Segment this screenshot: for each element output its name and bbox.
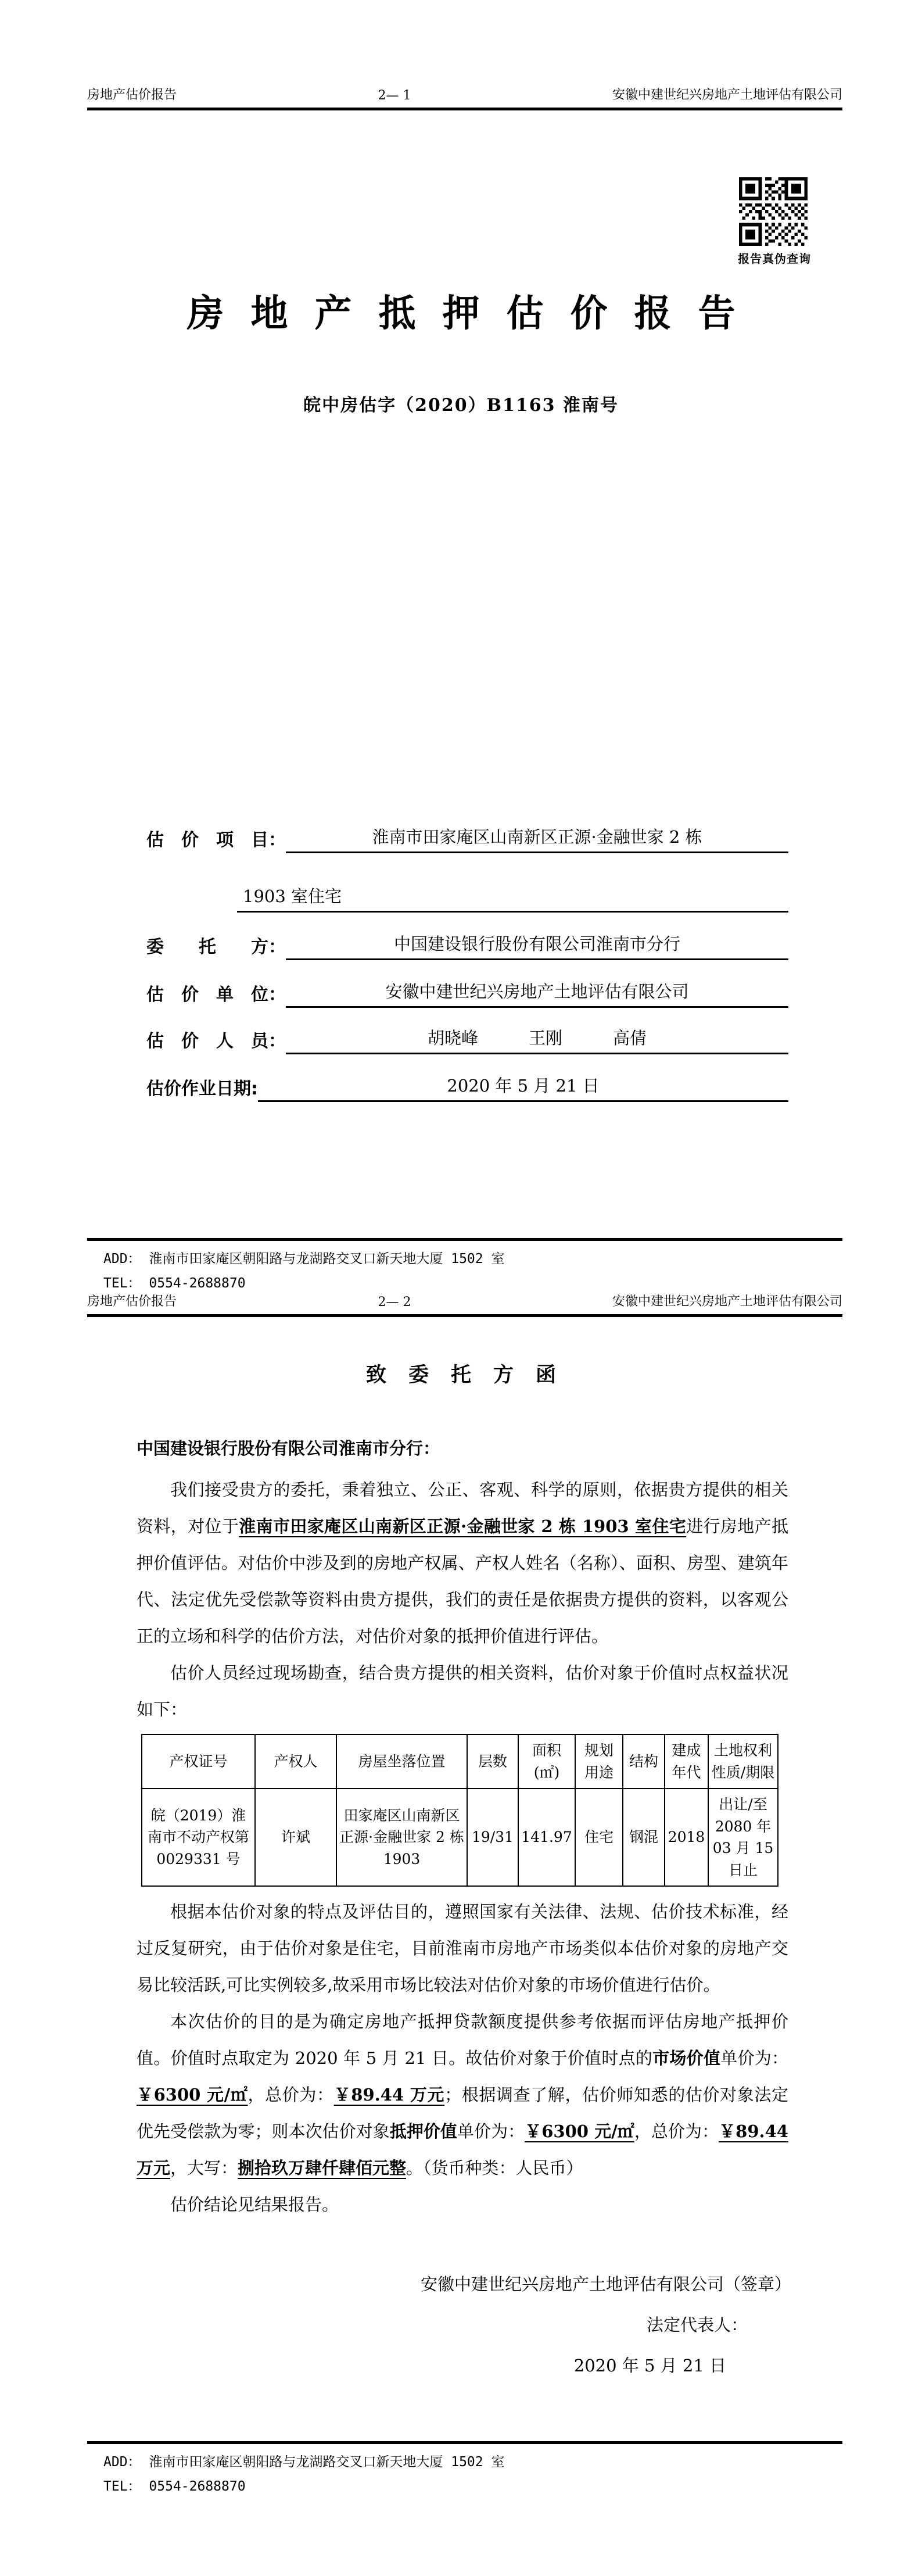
header-doc-type: 房地产估价报告 [87,88,177,102]
cell-year-built: 2018 [665,1788,708,1886]
col-header-land-rights: 土地权利性质/期限 [708,1734,778,1788]
letter-title: 致委托方函 [365,1364,578,1387]
staff-value: 胡晓峰 王刚 高倩 [286,1025,788,1054]
p4-text: 本次估价的目的是为确定房地产抵押贷款额度提供参考依据而评估房地产抵押价值。价值时点取定为 2020 年 5 月 21 日。故估价对象于价值时点的 [137,2012,788,2068]
cell-floor: 19/31 [467,1788,518,1886]
p4-amount-in-words: 捌拾玖万肆仟肆佰元整 [238,2158,407,2178]
header-company-name: 安徽中建世纪兴房地产土地评估有限公司 [612,1294,842,1309]
cell-structure: 钢混 [623,1788,665,1886]
form-row-date [146,1069,788,1102]
cell-land-rights: 出让/至 2080 年 03 月 15 日止 [708,1788,778,1886]
col-header-certificate-no: 产权证号 [142,1734,255,1788]
project-value-line2: 1903 室住宅 [237,883,788,913]
form-row-project [146,821,788,853]
p4-text: 单价为： [720,2048,788,2068]
page2-footer [87,2441,842,2499]
p4-text: ，大写： [170,2158,238,2178]
cell-planned-use: 住宅 [575,1788,623,1886]
agency-label: 估 价 单 位： [146,985,286,1005]
qr-verification-block [738,177,809,266]
qr-caption: 报告真伪查询 [738,252,811,266]
col-header-structure: 结构 [623,1734,665,1788]
signature-date: 2020 年 5 月 21 日 [573,2356,726,2375]
page2-header [87,1291,842,1317]
p1-text: 进行房地产抵押价值评估。对估价中涉及到的房地产权属、产权人姓名（名称）、面积、房型、建筑年代、法定优先受偿款等资料由贵方提供，我们的责任是依据贵方提供的资料，以客观公正的立场和科学的估价方法，对估价对象的抵押价值进行评估。 [137,1516,788,1646]
cell-owner: 许斌 [255,1788,336,1886]
property-rights-table [141,1734,779,1887]
p4-text: ，总价为： [247,2085,334,2105]
letter-body [137,1472,788,2223]
p1-text: 我们接受贵方的委托，秉着独立、公正、客观、科学的原则，依据贵方提供的相关资料，对位于 [137,1480,788,1536]
letter-paragraph-3: 根据本估价对象的特点及评估目的，遵照国家有关法律、法规、估价技术标准，经过反复研究，由于估价对象是住宅，目前淮南市房地产市场类似本估价对象的房地产交易比较活跃,可比实例较多,故采用市场比较法对估价对象的市场价值进行估价。 [137,1902,788,1995]
form-row-client [146,928,788,960]
cell-location: 田家庵区山南新区正源·金融世家 2 栋 1903 [336,1788,467,1886]
footer-telephone: TEL： 0554-2688870 [103,2479,246,2494]
report-doc-number: 皖中房估字（2020）B1163 淮南号 [303,395,619,416]
col-header-location: 房屋坐落位置 [336,1734,467,1788]
col-header-floor: 层数 [467,1734,518,1788]
qr-code-icon [739,177,808,246]
p1-property-name: 淮南市田家庵区山南新区正源·金融世家 2 栋 1903 室住宅 [239,1516,687,1536]
footer-address: ADD： 淮南市田家庵区朝阳路与龙湖路交叉口新天地大厦 1502 室 [103,1251,505,1266]
work-date-value: 2020 年 5 月 21 日 [258,1073,788,1102]
footer-telephone: TEL： 0554-2688870 [103,1276,246,1291]
header-doc-type: 房地产估价报告 [87,1294,177,1309]
p4-mortgage-value-term: 抵押价值 [389,2121,457,2141]
form-row-project-line2 [237,880,788,913]
p4-mortgage-unit-price: ￥6300 元/㎡ [525,2121,634,2141]
col-header-owner: 产权人 [255,1734,336,1788]
page1-header [87,85,842,110]
form-row-agency [146,975,788,1008]
table-data-row [142,1788,778,1886]
project-label: 估 价 项 目： [146,830,286,850]
client-label: 委 托 方： [146,937,286,957]
report-main-title: 房地产抵押估价报告 [186,292,762,335]
letter-addressee: 中国建设银行股份有限公司淮南市分行： [137,1439,440,1458]
form-row-staff [146,1022,788,1054]
table-header-row [142,1734,778,1788]
page1-footer [87,1238,842,1296]
staff-label: 估 价 人 员： [146,1031,286,1051]
cell-area: 141.97 [518,1788,575,1886]
cell-certificate-no: 皖（2019）淮南市不动产权第 0029331 号 [142,1788,255,1886]
p4-text: 。（货币种类：人民币） [406,2158,583,2178]
col-header-year-built: 建成 年代 [665,1734,708,1788]
p4-market-value-term: 市场价值 [652,2048,721,2068]
signature-company: 安徽中建世纪兴房地产土地评估有限公司（签章） [420,2274,791,2294]
p4-unit-price: ￥6300 元/㎡ [137,2085,248,2105]
agency-value: 安徽中建世纪兴房地产土地评估有限公司 [286,979,788,1008]
client-value: 中国建设银行股份有限公司淮南市分行 [286,931,788,960]
header-page-number: 2— 1 [378,88,411,103]
p4-text: 单价为： [457,2121,525,2141]
project-value: 淮南市田家庵区山南新区正源·金融世家 2 栋 [286,824,788,853]
letter-paragraph-5: 估价结论见结果报告。 [170,2195,339,2214]
p4-total-price: ￥89.44 万元 [333,2085,445,2105]
p4-text: ，总价为： [634,2121,719,2141]
p4-text: ；根据调查了解，估价师知悉的估价对象法定优先受偿款为零；则本次估价对象 [137,2085,788,2141]
letter-paragraph-1 [137,1472,788,1655]
header-page-number: 2— 2 [378,1295,411,1310]
header-company-name: 安徽中建世纪兴房地产土地评估有限公司 [612,88,842,102]
footer-address: ADD： 淮南市田家庵区朝阳路与龙湖路交叉口新天地大厦 1502 室 [103,2455,505,2470]
p4-mortgage-total-price: ￥89.44 万元 [137,2121,788,2178]
work-date-label: 估价作业日期: [146,1079,258,1099]
letter-paragraph-2: 估价人员经过现场勘查，结合贵方提供的相关资料，估价对象于价值时点权益状况如下： [137,1663,788,1719]
col-header-planned-use: 规划 用途 [575,1734,623,1788]
letter-paragraph-4 [137,2003,788,2187]
signature-legal-representative: 法定代表人： [646,2315,748,2335]
col-header-area: 面积 (㎡) [518,1734,575,1788]
